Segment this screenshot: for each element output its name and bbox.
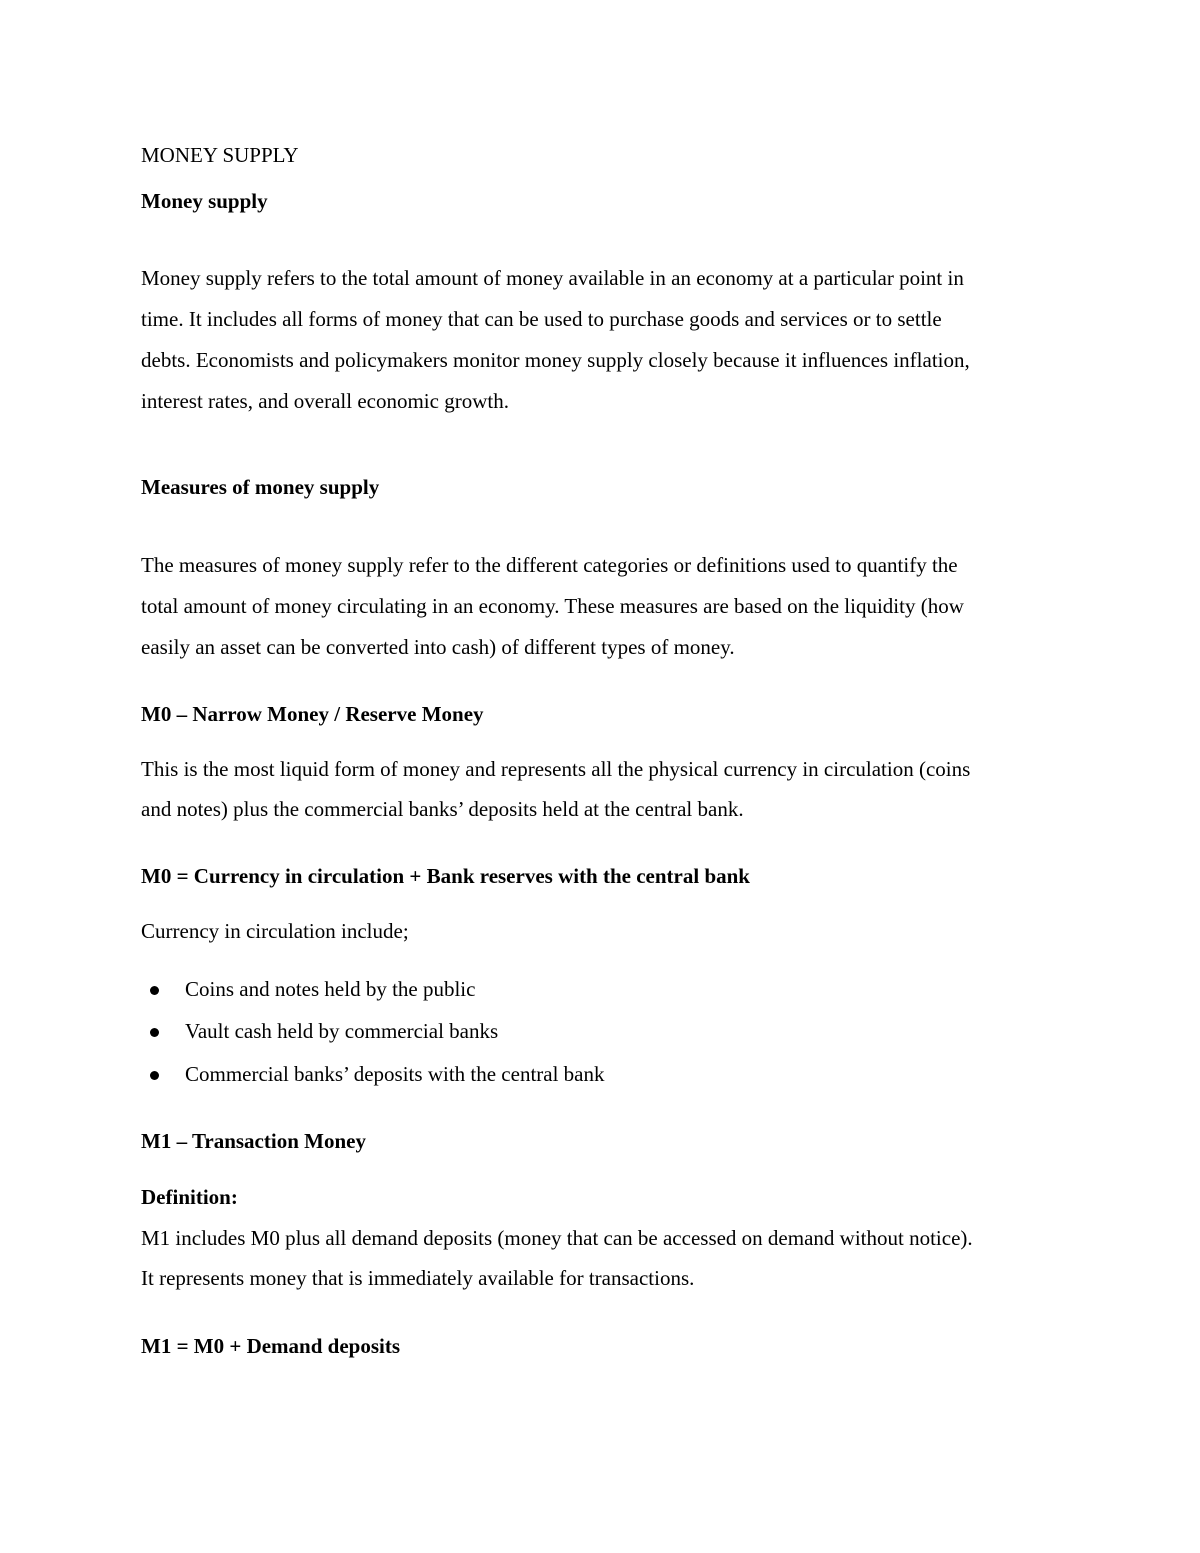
heading-m0: M0 – Narrow Money / Reserve Money xyxy=(141,702,484,726)
intro-paragraph-line: Money supply refers to the total amount of money available in an economy at a particular point in xyxy=(141,266,964,290)
definition-label: Definition: xyxy=(141,1185,238,1209)
measures-paragraph-line: total amount of money circulating in an economy. These measures are based on the liquidity (how xyxy=(141,594,964,618)
heading-measures: Measures of money supply xyxy=(141,475,380,499)
bullet-icon xyxy=(150,986,159,995)
document-title: MONEY SUPPLY xyxy=(141,143,299,167)
intro-paragraph-line: debts. Economists and policymakers monitor money supply closely because it influences inflation, xyxy=(141,348,970,372)
list-item: Vault cash held by commercial banks xyxy=(185,1019,499,1043)
currency-intro: Currency in circulation include; xyxy=(141,919,409,943)
measures-paragraph-line: easily an asset can be converted into cash) of different types of money. xyxy=(141,635,735,659)
bullet-icon xyxy=(150,1071,159,1080)
intro-paragraph-line: time. It includes all forms of money that can be used to purchase goods and services or to settle xyxy=(141,307,942,331)
m0-paragraph-line: and notes) plus the commercial banks’ deposits held at the central bank. xyxy=(141,797,744,821)
m0-formula: M0 = Currency in circulation + Bank reserves with the central bank xyxy=(141,864,750,888)
measures-paragraph-line: The measures of money supply refer to the different categories or definitions used to quantify the xyxy=(141,553,958,577)
list-item: Commercial banks’ deposits with the central bank xyxy=(185,1062,605,1086)
heading-money-supply: Money supply xyxy=(141,189,268,213)
list-item: Coins and notes held by the public xyxy=(185,977,476,1001)
m0-paragraph-line: This is the most liquid form of money and represents all the physical currency in circulation (coins xyxy=(141,757,971,781)
m1-paragraph-line: M1 includes M0 plus all demand deposits (money that can be accessed on demand without notice). xyxy=(141,1226,973,1250)
m1-paragraph-line: It represents money that is immediately available for transactions. xyxy=(141,1266,695,1290)
bullet-icon xyxy=(150,1028,159,1037)
m1-formula: M1 = M0 + Demand deposits xyxy=(141,1334,401,1358)
intro-paragraph-line: interest rates, and overall economic growth. xyxy=(141,389,509,413)
heading-m1: M1 – Transaction Money xyxy=(141,1129,366,1153)
